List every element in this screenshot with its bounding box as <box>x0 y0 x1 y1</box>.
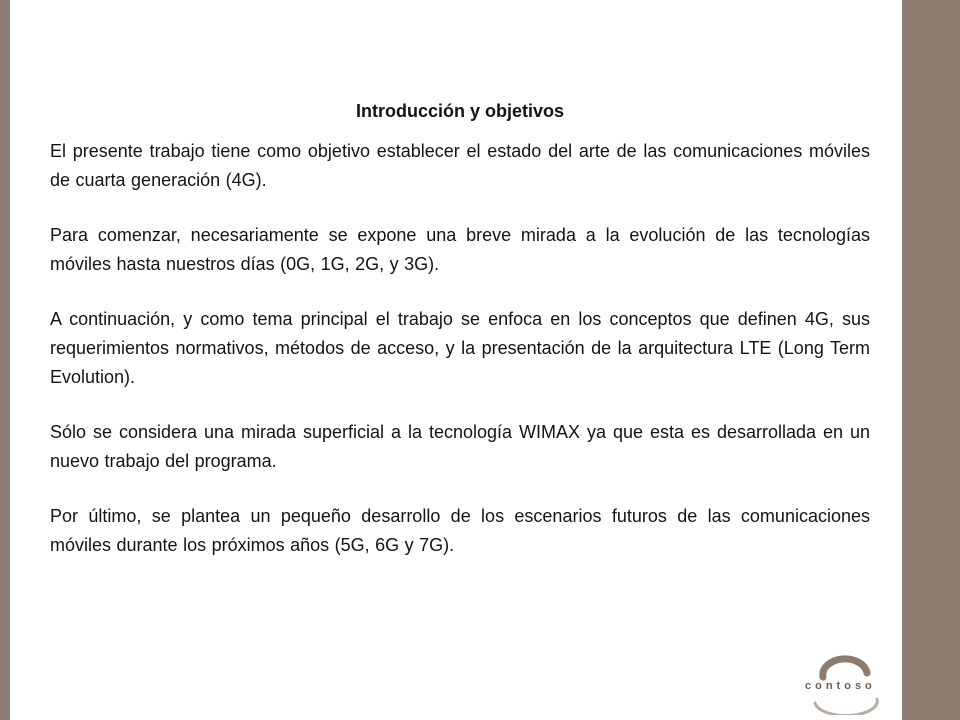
paragraph-evolution: Para comenzar, necesariamente se expone una breve mirada a la evolución de las tecnologías móviles hasta nuestros días (0G, 1G, 2G, y 3G). <box>50 225 870 274</box>
logo-wordmark: contoso <box>805 680 876 692</box>
slide-title: Introducción y objetivos <box>355 101 565 121</box>
left-side-band <box>0 0 10 720</box>
slide-content <box>50 98 870 586</box>
paragraph-objective: El presente trabajo tiene como objetivo establecer el estado del arte de las comunicaciones móviles de cuarta generación (4G). <box>50 141 870 190</box>
paragraph-4g-concepts: A continuación, y como tema principal el trabajo se enfoca en los conceptos que definen 4G, sus requerimientos normativos, métodos de acceso, y la presentación de la arquitectura LTE (Long Term Evolution). <box>50 309 870 387</box>
paragraph-wimax: Sólo se considera una mirada superficial a la tecnología WIMAX ya que esta es desarrollada en un nuevo trabajo del programa. <box>50 422 870 471</box>
right-side-band <box>902 0 960 720</box>
paragraph-future: Por último, se plantea un pequeño desarrollo de los escenarios futuros de las comunicaciones móviles durante los próximos años (5G, 6G y 7G). <box>50 506 870 555</box>
